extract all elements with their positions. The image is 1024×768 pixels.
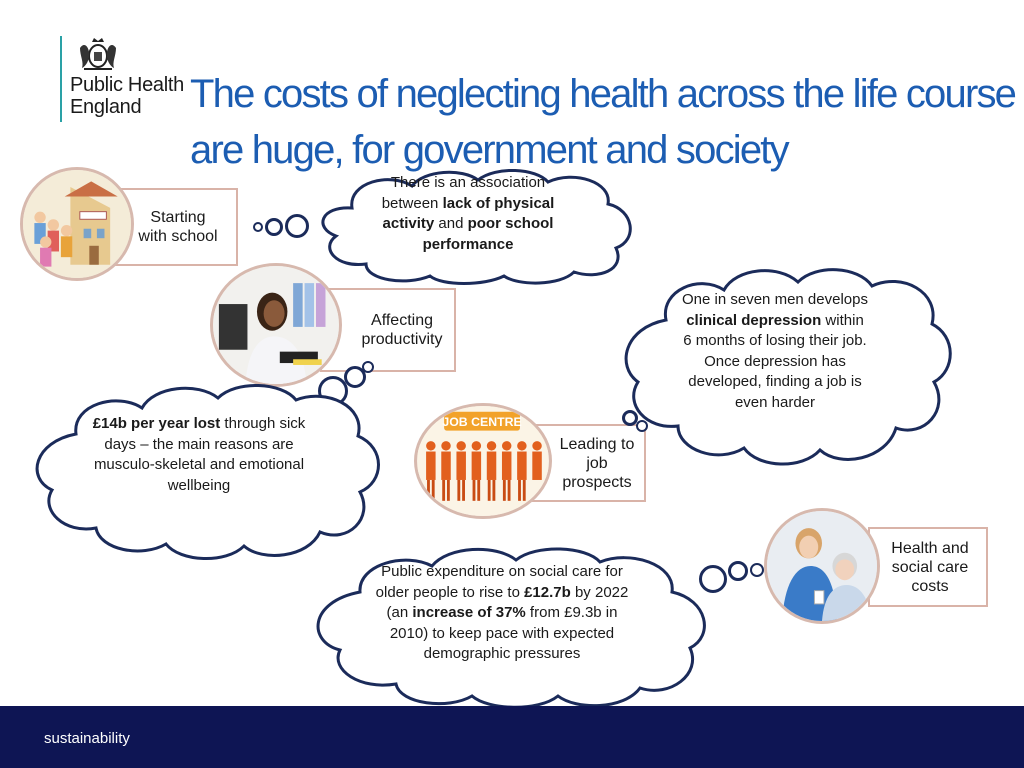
cloud-social-care-text xyxy=(372,562,632,665)
svg-text:JOB CENTRE: JOB CENTRE xyxy=(442,414,522,429)
cloud-sick-days-bold-1: £14b per year lost xyxy=(92,415,221,432)
cloud-school-text-2: and xyxy=(434,215,468,232)
cloud-school-association xyxy=(312,168,640,282)
logo-name xyxy=(70,74,184,118)
logo-line-2: England xyxy=(70,96,142,118)
logo-divider xyxy=(60,36,62,122)
cloud-sick-days-text xyxy=(88,414,310,496)
carer-elderly-photo xyxy=(764,508,880,624)
office-worker-photo xyxy=(210,263,342,387)
stage-label-productivity: Affecting productivity xyxy=(361,312,443,348)
logo-line-1: Public Health xyxy=(70,74,184,96)
cloud-social-care-text-3: from £9.3b in 2010) to keep pace with expected demographic pressures xyxy=(389,604,618,662)
page-title: The costs of neglecting health across the life course are huge, for government and society xyxy=(190,72,1016,172)
thought-bubble-small xyxy=(253,222,263,232)
cloud-sick-days xyxy=(30,378,382,562)
stage-label-school: Starting with school xyxy=(138,209,218,245)
thought-bubble-large xyxy=(285,214,309,238)
cloud-social-care-text-2: by 2022 (an xyxy=(386,583,629,621)
job-centre-photo xyxy=(414,403,552,519)
cloud-depression-text-2: within 6 months of losing their job. Once depression has developed, finding a job is even harder xyxy=(683,311,867,411)
stage-box-social-care xyxy=(868,527,988,607)
thought-bubble-small xyxy=(750,563,764,577)
stage-label-job: Leading to job prospects xyxy=(559,435,635,491)
cloud-school-bold-2: poor school performance xyxy=(422,215,554,253)
cloud-depression-text xyxy=(680,290,870,413)
cloud-social-care-bold-2: increase of 37% xyxy=(412,604,526,621)
stage-label-social-care: Health and social care costs xyxy=(891,539,969,595)
phe-logo xyxy=(60,36,210,126)
cloud-social-care xyxy=(300,546,732,706)
thought-bubble-medium xyxy=(265,218,283,236)
footer-bar xyxy=(0,706,1024,768)
cloud-social-care-text-1: Public expenditure on social care for older people to rise to xyxy=(375,563,623,601)
cloud-depression xyxy=(622,264,952,468)
cloud-sick-days-text-1: through sick days – the main reasons are musculo-skeletal and emotional wellbeing xyxy=(93,415,306,494)
cloud-school-text-1: There is an association between xyxy=(381,174,546,212)
royal-crest-icon xyxy=(76,36,120,72)
cloud-school-bold-1: lack of physical activity xyxy=(382,194,555,232)
cloud-depression-text-1: One in seven men develops xyxy=(682,291,868,308)
cloud-depression-bold-1: clinical depression xyxy=(686,311,822,329)
school-children-photo xyxy=(20,167,134,281)
cloud-social-care-bold-1: £12.7b xyxy=(524,583,571,601)
cloud-school-text xyxy=(370,173,566,255)
footer-text: sustainability xyxy=(44,730,130,747)
